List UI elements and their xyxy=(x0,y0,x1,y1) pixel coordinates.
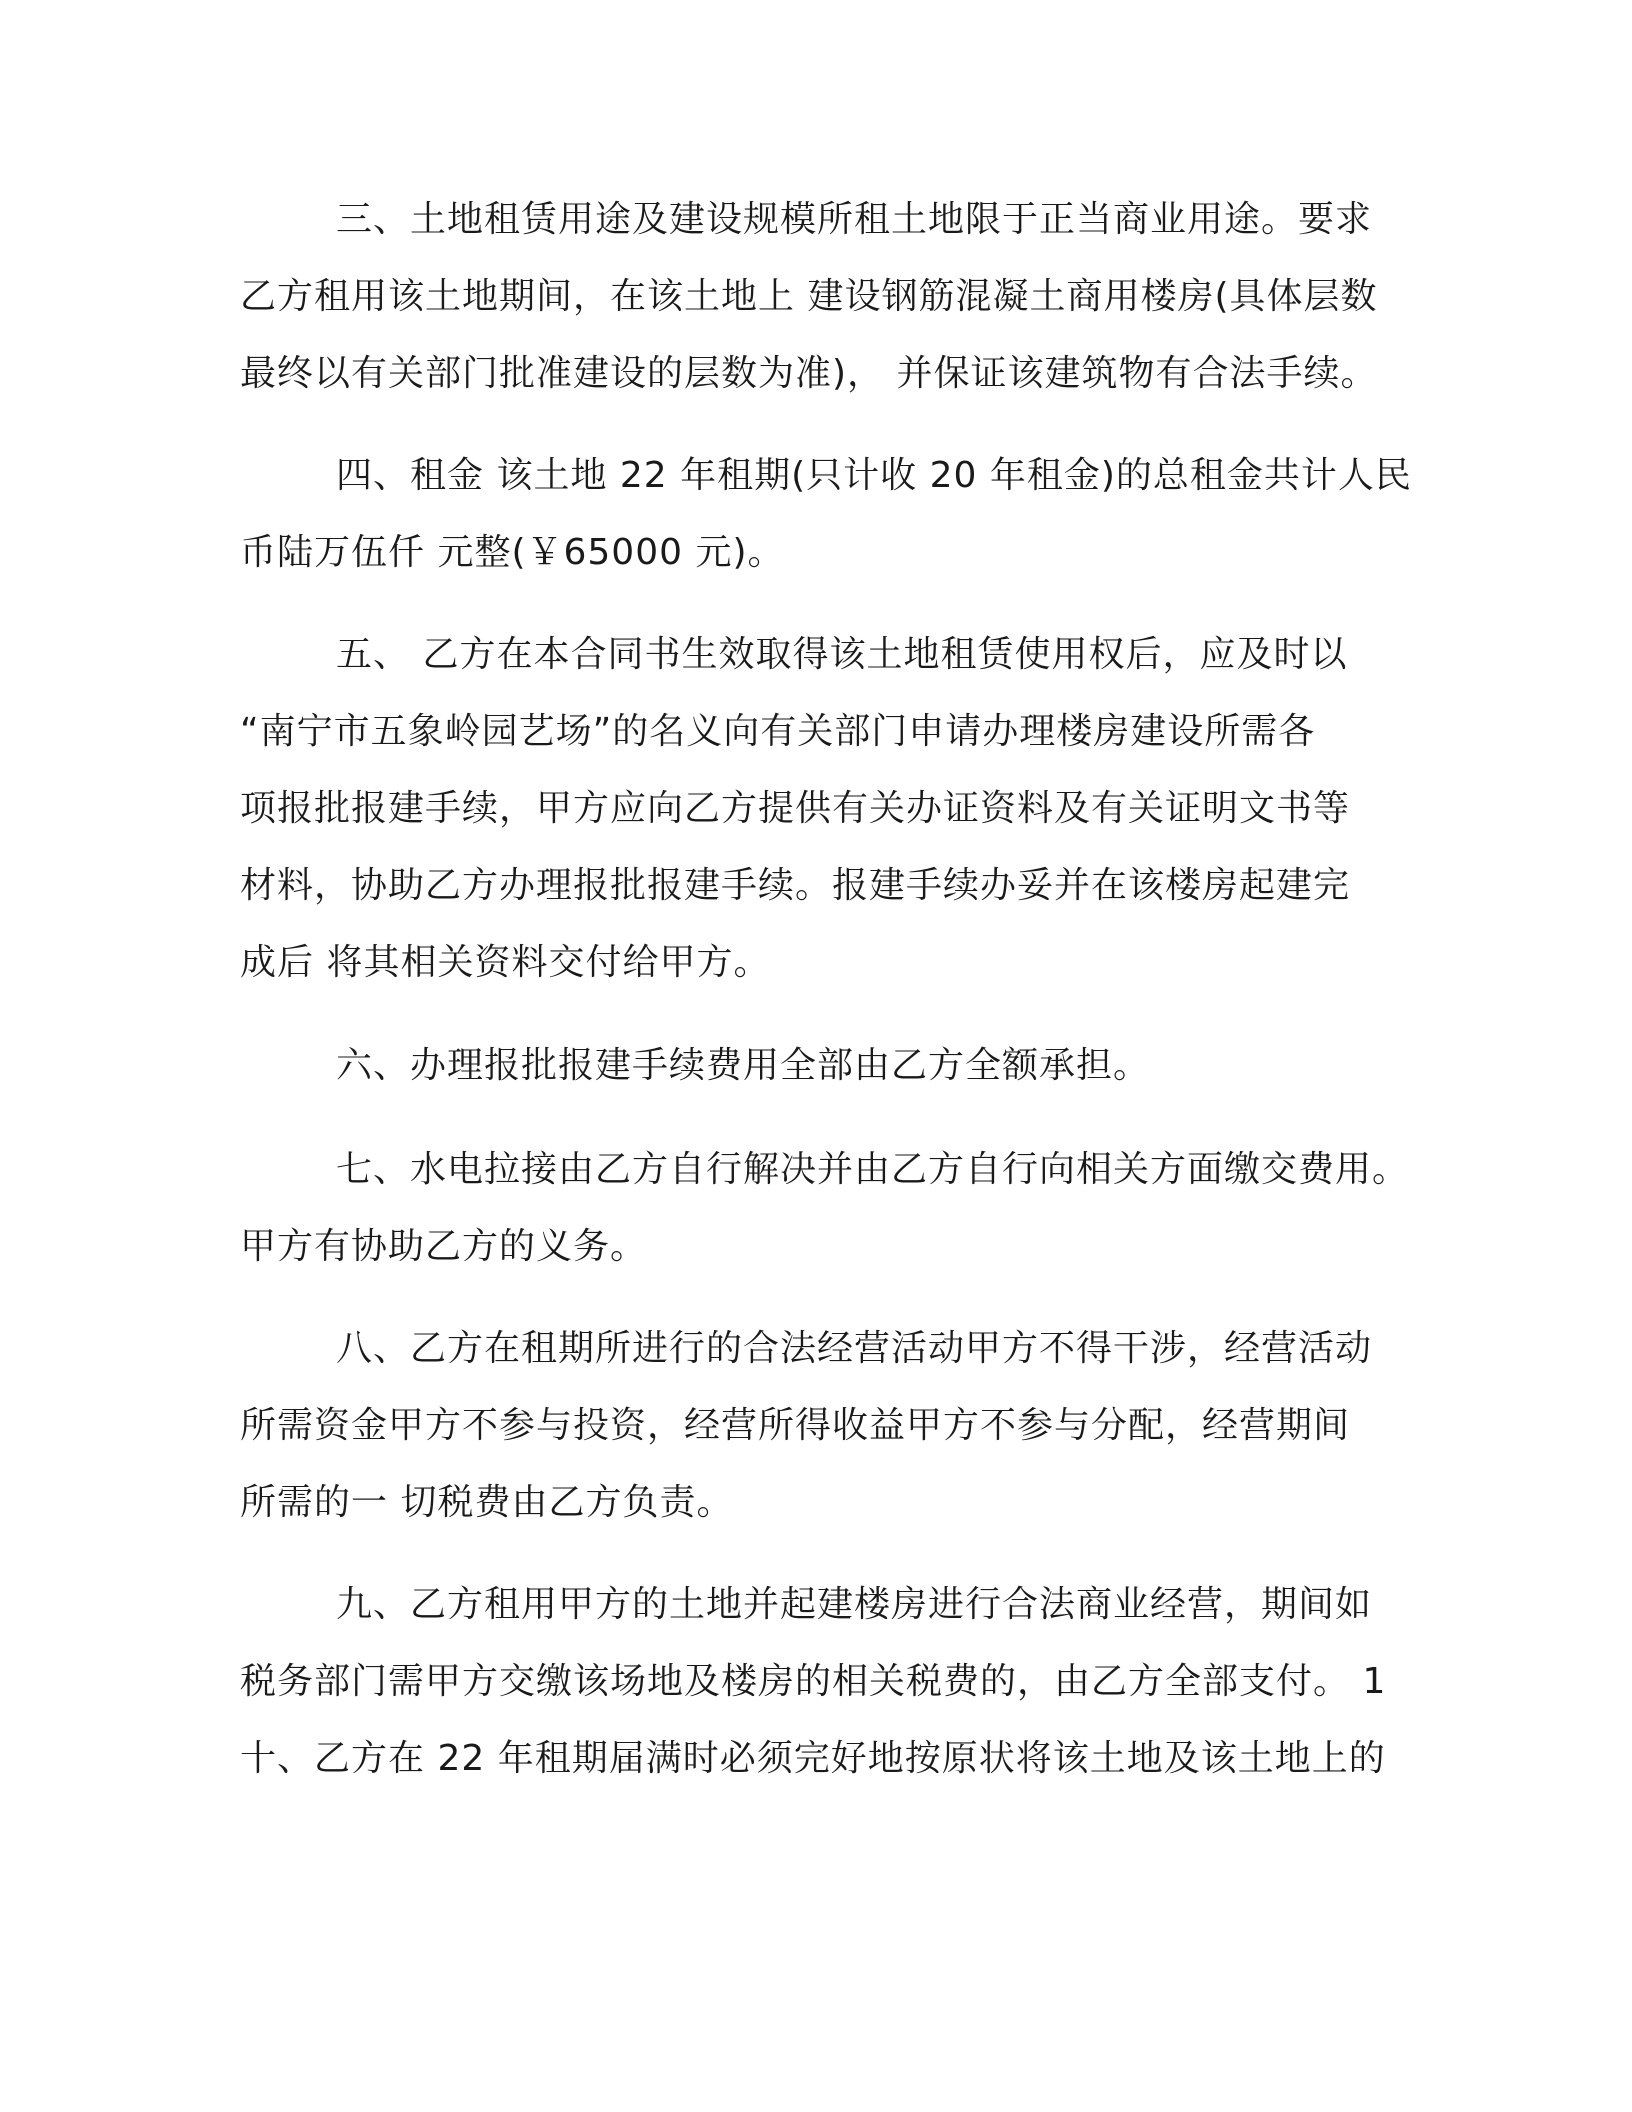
clause-3-line-1: 三、土地租赁用途及建设规模所租土地限于正当商业用途。要求 xyxy=(336,199,1373,240)
clause-5-line-5: 成后 将其相关资料交付给甲方。 xyxy=(240,942,771,983)
clause-6-line-1: 六、办理报批报建手续费用全部由乙方全额承担。 xyxy=(336,1045,1151,1086)
clause-6 xyxy=(240,1027,1412,1104)
clause-3 xyxy=(240,181,1412,412)
clause-8 xyxy=(240,1310,1412,1541)
clause-3-line-3: 最终以有关部门批准建设的层数为准)， 并保证该建筑物有合法手续。 xyxy=(240,353,1378,394)
clause-7-line-1: 七、水电拉接由乙方自行解决并由乙方自行向相关方面缴交费用。 xyxy=(336,1149,1410,1190)
clause-5-line-3: 项报批报建手续，甲方应向乙方提供有关办证资料及有关证明文书等 xyxy=(240,788,1351,829)
clause-5-line-1: 五、 乙方在本合同书生效取得该土地租赁使用权后，应及时以 xyxy=(336,634,1348,675)
clause-8-line-3: 所需的一 切税费由乙方负责。 xyxy=(240,1482,734,1523)
clause-9-line-2: 税务部门需甲方交缴该场地及楼房的相关税费的，由乙方全部支付。 1 xyxy=(240,1661,1387,1702)
clause-5-line-2: “南宁市五象岭园艺场”的名义向有关部门申请办理楼房建设所需各 xyxy=(240,711,1316,752)
clause-10-line-1: 十、乙方在 22 年租期届满时必须完好地按原状将该土地及该土地上的 xyxy=(240,1738,1386,1779)
clause-4 xyxy=(240,437,1412,591)
clause-3-line-2: 乙方租用该土地期间，在该土地上 建设钢筋混凝土商用楼房(具体层数 xyxy=(240,276,1378,317)
clause-9-line-1: 九、乙方租用甲方的土地并起建楼房进行合法商业经营，期间如 xyxy=(336,1584,1373,1625)
clause-8-line-1: 八、乙方在租期所进行的合法经营活动甲方不得干涉，经营活动 xyxy=(336,1328,1373,1369)
clause-7-line-2: 甲方有协助乙方的义务。 xyxy=(240,1226,648,1267)
clause-9 xyxy=(240,1566,1412,1797)
clause-8-line-2: 所需资金甲方不参与投资，经营所得收益甲方不参与分配，经营期间 xyxy=(240,1405,1351,1446)
clause-7 xyxy=(240,1131,1412,1285)
clause-4-line-2: 币陆万伍仟 元整(￥65000 元)。 xyxy=(240,532,785,573)
clause-5-line-4: 材料，协助乙方办理报批报建手续。报建手续办妥并在该楼房起建完 xyxy=(240,865,1351,906)
clause-5 xyxy=(240,616,1412,1001)
clause-4-line-1: 四、租金 该土地 22 年租期(只计收 20 年租金)的总租金共计人民 xyxy=(336,455,1412,496)
